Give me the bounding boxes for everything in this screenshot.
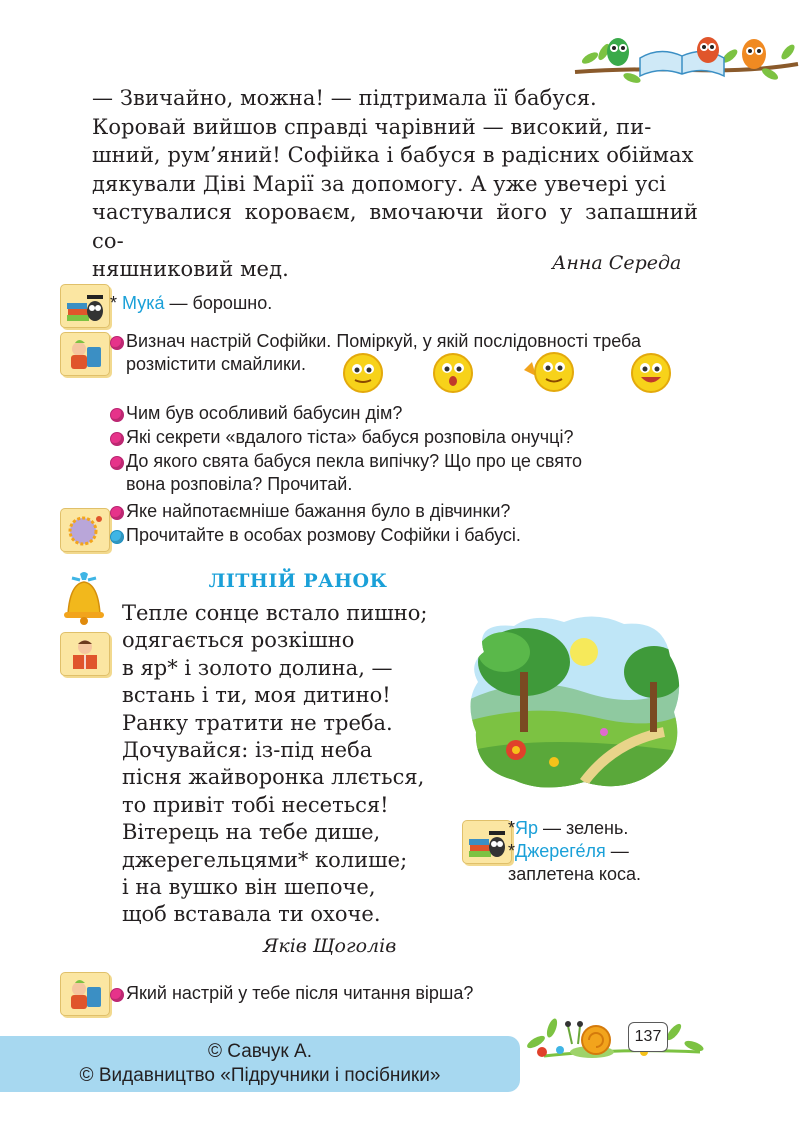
question-4: Яке найпотаємніше бажання було в дівчинки? <box>126 501 511 521</box>
poem-line: одягається розкішно <box>122 628 355 653</box>
glossary-star: * <box>508 841 516 861</box>
smiley-surprised-icon <box>432 352 474 394</box>
story-line: шний, рум’яний! Софійка і бабуся в радісних обіймах <box>92 143 694 167</box>
question-bullet <box>110 432 124 446</box>
question-5: Прочитайте в особах розмову Софійки і бабусі. <box>126 525 521 545</box>
story-line: няшниковий мед. <box>92 257 289 281</box>
task-bullet <box>110 336 124 350</box>
poem-line: Вітерець на тебе дише, <box>122 820 381 845</box>
poem-line: і на вушко він шепоче, <box>122 875 376 900</box>
glossary-term: Мука́ <box>122 293 165 313</box>
glossary-star: * <box>508 818 516 838</box>
question-3 <box>126 450 582 496</box>
poem-line: в яр* і золото долина, — <box>122 655 393 680</box>
snail-flowers-decoration <box>524 1002 704 1066</box>
final-question: Який настрій у тебе після читання вірша? <box>126 983 474 1003</box>
question-2: Які секрети «вдалого тіста» бабуся розповіла онучці? <box>126 427 574 447</box>
poem-line: щоб вставала ти охоче. <box>122 902 381 927</box>
glossary-term: Яр <box>515 818 539 838</box>
story-author: Анна Середа <box>552 252 682 274</box>
page-number: 137 <box>628 1022 668 1052</box>
dictionary-icon <box>60 284 110 328</box>
glossary-poem <box>508 817 641 886</box>
copyright-author: © Савчук А. <box>208 1041 312 1062</box>
discussion-icon-2 <box>60 972 110 1016</box>
branch-birds-decoration <box>570 28 800 88</box>
poem-line: встань і ти, моя дитино! <box>122 683 391 708</box>
glossary-term: Джереге́ля <box>515 841 606 861</box>
poem-title: ЛІТНІЙ РАНОК <box>208 570 388 592</box>
question-bullet <box>110 408 124 422</box>
story-line: частувалися короваєм, вмочаючи його у запашний со- <box>92 200 698 253</box>
question-line: вона розповіла? Прочитай. <box>126 474 353 494</box>
story-line: — Звичайно, можна! — підтримала її бабуся. <box>92 86 597 110</box>
glossary-muka <box>110 292 272 315</box>
smiley-waving-icon <box>520 350 576 394</box>
smiley-happy-icon <box>630 352 672 394</box>
poem-line: Тепле сонце встало пишно; <box>122 601 428 625</box>
story-line: дякували Діві Марії за допомогу. А уже увечері усі <box>92 171 667 196</box>
question-1: Чим був особливий бабусин дім? <box>126 403 403 423</box>
poem-author: Яків Щоголів <box>263 935 397 957</box>
poem-line: Дочувайся: із-під неба <box>122 738 373 763</box>
question-line: До якого свята бабуся пекла випічку? Що про це свято <box>126 451 583 471</box>
task-line: розмістити смайлики. <box>126 354 306 374</box>
poem-line: пісня жайворонка ллється, <box>122 765 425 790</box>
poem-line: то привіт тобі несеться! <box>122 792 389 817</box>
dictionary-icon-2 <box>462 820 512 864</box>
copyright-publisher: © Видавництво «Підручники і посібники» <box>79 1065 441 1086</box>
question-bullet <box>110 988 124 1002</box>
question-bullet <box>110 456 124 470</box>
thinking-icon <box>60 508 110 552</box>
glossary-definition: — борошно. <box>164 293 273 313</box>
bell-icon <box>58 570 110 626</box>
poem-line: джерегельцями* колише; <box>122 847 408 872</box>
glossary-star: * <box>110 293 118 313</box>
reading-child-icon <box>60 632 110 676</box>
story-line: Коровай вийшов справді чарівний — високий, пи- <box>92 114 652 139</box>
glossary-definition: — <box>605 841 629 861</box>
glossary-entry-yar <box>508 817 641 840</box>
copyright-footer <box>0 1036 520 1092</box>
question-bullet <box>110 506 124 520</box>
task-bullet-blue <box>110 530 124 544</box>
poem-text <box>122 600 428 929</box>
glossary-entry-dzheregelia <box>508 840 641 863</box>
poem-line: Ранку тратити не треба. <box>122 710 393 735</box>
smiley-calm-icon <box>342 352 384 394</box>
task-line: Визнач настрій Софійки. Поміркуй, у якій послідовності треба <box>126 331 641 351</box>
glossary-definition-cont: заплетена коса. <box>508 864 642 884</box>
discussion-icon <box>60 332 110 376</box>
glossary-definition: — зелень. <box>538 818 629 838</box>
summer-landscape-illustration <box>464 612 686 792</box>
